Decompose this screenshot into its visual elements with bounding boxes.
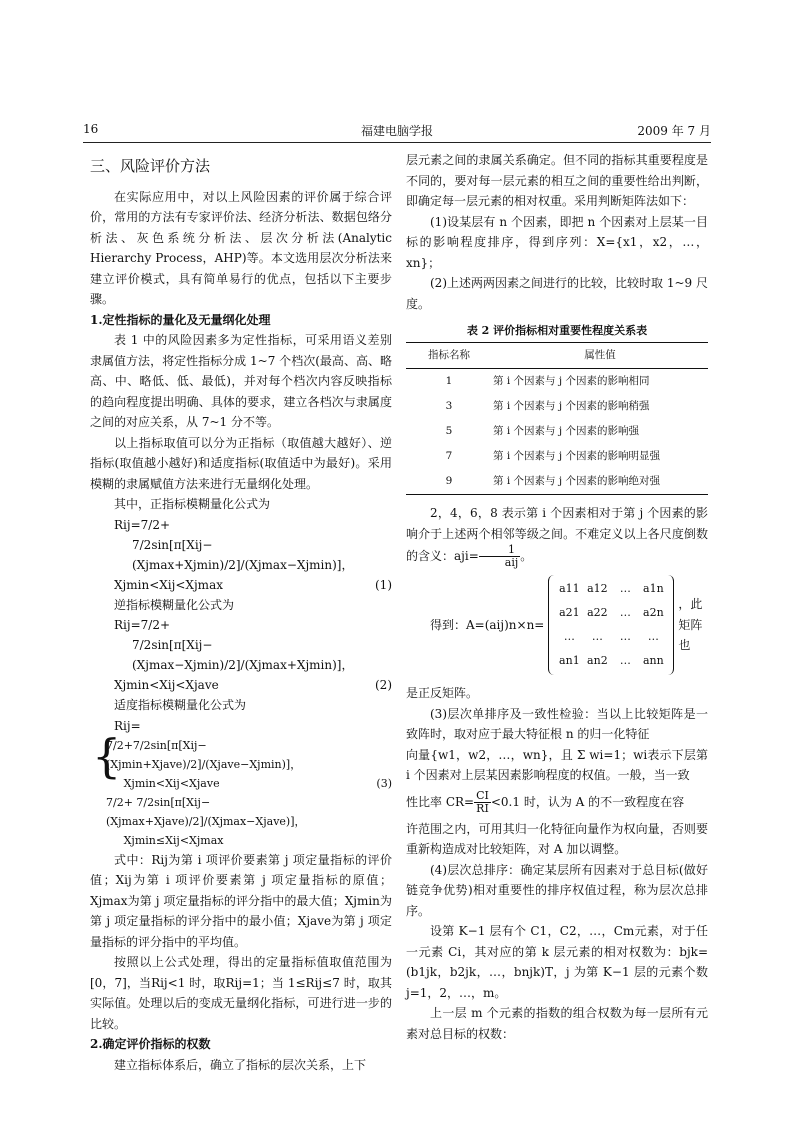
paragraph: 层元素之间的隶属关系确定。但不同的指标其重要程度是不同的，要对每一层元素的相互之间的重要性给出判断，即确定每一层元素的相对权重。采用判断矩阵法如下： [406, 153, 708, 208]
table-cell: 7 [445, 450, 453, 462]
formula-condition: Xjmin<Xij<Xjave [114, 678, 219, 692]
paragraph: 设第 K−1 层有个 C1，C2，…，Cm元素，对于任一元素 Ci，其对应的第 k 层元素的相对权数为：bjk=(b1jk，b2jk，…，bnjk)T，j 为第 K−1 层的元素个数 j=1，2，…，m。 [406, 924, 708, 1000]
matrix-cell: … [647, 630, 659, 643]
matrix-label: 得到：A=(aij)n×n= [430, 617, 545, 632]
paragraph: 是正反矩阵。 [406, 686, 479, 700]
formula-line: 7/2sin[π[Xij−(Xjmax+Xjmin)/2]/(Xjmax−Xjmin)]， [132, 537, 354, 572]
matrix-cell: … [619, 606, 631, 619]
table-cell: 5 [445, 425, 453, 437]
table-cell: 3 [445, 400, 453, 412]
paragraph: (4)层次总排序：确定某层所有因素对于总目标(做好链竞争优势)相对重要性的排序权值过程，称为层次总排序。 [406, 862, 708, 918]
paragraph: 表 1 中的风险因素多为定性指标，可采用语义差别隶属值方法，将定性指标分成 1~7 个档次(最高、高、略高、中、略低、低、最低)，并对每个档次内容反映指标的趋向程度提出明确、具体的要求，建立各档次与隶属度之间的对应关系，从 7~1 分不等。 [90, 333, 392, 429]
paragraph: (2)上述两两因素之间进行的比较，比较时取 1~9 尺度。 [406, 276, 708, 311]
paragraph: 按照以上公式处理，得出的定量指标值取值范围为[0，7]，当Rij<1 时，取Rij=1；当 1≤Rij≤7 时，取其实际值。处理以后的变成无量纲化指标，可进行进一步的比较。 [90, 955, 392, 1031]
fraction-denominator: RI [476, 801, 489, 815]
paragraph: 向量{w1，w2，…，wn}，且 Σ wi=1；wi表示下层第 i 个因素对上层某因素影响程度的权值。一般，当一致 [406, 747, 708, 782]
matrix-cell: a1n [643, 582, 664, 595]
paragraph: (3)层次单排序及一致性检验：当以上比较矩阵是一致阵时，取对应于最大特征根 n 的归一化特征 [406, 706, 708, 741]
formula-line: 7/2+7/2sin[π[Xij−(Xjmin+Xjave)/2]/(Xjave−Xjmin)]， [106, 738, 302, 771]
intro-paragraph: 在实际应用中，对以上风险因素的评价属于综合评价，常用的方法有专家评价法、经济分析法、数据包络分析法、灰色系统分析法、层次分析法(Analytic Hierarchy Process，AHP)等。本文选用层次分析法来建立评价模式，具有简单易行的优点，包括以下主要步骤。 [90, 189, 392, 306]
matrix-cell: a22 [587, 606, 608, 619]
section-title: 三、风险评价方法 [90, 157, 211, 175]
paragraph: 2，4，6，8 表示第 i 个因素相对于第 j 个因素的影响介于上述两个相邻等级之间。不难定义以上各尺度倒数的含义：aji= $\frac{1}{\text{aij}}$ 。 [406, 506, 708, 569]
right-column [406, 150, 708, 1044]
equation-number: (1) [375, 577, 392, 592]
matrix-cell: a21 [559, 606, 580, 619]
formula-3 [90, 716, 392, 850]
left-brace: { [92, 728, 122, 783]
matrix-cell: an1 [559, 654, 580, 667]
fraction-denominator: aij [504, 556, 519, 569]
formula-line: Rij= [114, 718, 141, 733]
equation-number: (3) [376, 776, 392, 790]
table-row [406, 369, 708, 395]
table-header: 属性值 [492, 343, 708, 369]
paragraph: 建立指标体系后，确立了指标的层次关系，上下 [114, 1057, 367, 1072]
judgment-matrix [406, 575, 708, 675]
formula-condition: Xjmin≤Xij<Xjmax [123, 833, 224, 847]
paragraph: 适度指标模糊量化公式为 [114, 698, 247, 712]
formula-line: Rij=7/2+ [114, 618, 171, 632]
paragraph: 其中，正指标模糊量化公式为 [114, 497, 271, 511]
subsection-title-2: 2.确定评价指标的权数 [90, 1037, 211, 1051]
issue-date: 2009 年 7 月 [637, 124, 711, 138]
table-cell: 第 i 个因素与 j 个因素的影响强 [493, 425, 639, 437]
matrix-cell: a2n [643, 606, 664, 619]
table-cell: 第 i 个因素与 j 个因素的影响相同 [493, 375, 650, 387]
paragraph-text: <0.1 时，认为 A 的不一致程度在容 [490, 794, 685, 809]
formula-line: Rij=7/2+ [114, 517, 171, 532]
matrix-tail-text: ，此矩阵也 [678, 597, 703, 653]
table-cell: 第 i 个因素与 j 个因素的影响明显强 [493, 450, 660, 462]
table-row [406, 419, 708, 444]
paragraph: 上一层 m 个元素的指数的组合权数为每一层所有元素对总目标的权数： [406, 1006, 708, 1041]
equation-number: (2) [375, 678, 392, 692]
paragraph-text: 性比率 CR= [406, 794, 475, 809]
matrix-cell: … [563, 630, 575, 643]
matrix-cell: … [619, 582, 631, 595]
matrix-cell: ann [643, 654, 664, 667]
matrix-cell: … [619, 630, 631, 643]
table-cell: 1 [445, 375, 453, 387]
paragraph: (1)设某层有 n 个因素，即把 n 个因素对上层某一目标的影响程度排序，得到序列：X={x1，x2，…，xn}； [406, 214, 708, 270]
fraction [479, 544, 521, 569]
matrix-cell: a12 [587, 582, 608, 595]
left-column [90, 150, 392, 1075]
paragraph: 逆指标模糊量化公式为 [114, 597, 235, 612]
paragraph: 式中：Rij为第 i 项评价要素第 j 项定量指标的评价值；Xij为第 i 项评价要素第 j 项定量指标的原值；Xjmax为第 j 项定量指标的评分指中的最大值；Xjmin为第 j 项定量指标的评分指中的最小值；Xjave为第 j 项定量指标的评分指中的平均值。 [90, 852, 392, 949]
reciprocal-formula: aji= [454, 549, 479, 563]
paragraph: 以上指标取值可以分为正指标（取值越大越好）、逆指标(取值越小越好)和适度指标(取值适中为最好)。采用模糊的隶属赋值方法来进行无量纲化处理。 [90, 435, 392, 491]
table-row [406, 394, 708, 419]
paragraph: 许范围之内，可用其归一化特征向量作为权向量，否则要重新构造成对比较矩阵，对 A 加以调整。 [406, 821, 708, 856]
paragraph-text: 2，4，6，8 表示第 i 个因素相对于第 j 个因素的影响介于上述两个相邻等级之间。不难定义以上各尺度倒数的含义： [406, 506, 708, 563]
table-header: 指标名称 [406, 343, 492, 369]
matrix-cell: a11 [559, 582, 580, 595]
matrix-body [548, 575, 674, 675]
formula-line: 7/2+ 7/2sin[π[Xij−(Xjmax+Xjave)/2]/(Xjmax−Xjave)]， [106, 795, 306, 828]
formula-condition: Xjmin<Xij<Xjave [123, 776, 220, 790]
paragraph [406, 790, 708, 815]
formula-1 [90, 515, 392, 595]
table-cell: 9 [406, 469, 492, 495]
running-header [83, 120, 711, 143]
table-caption: 表 2 评价指标相对重要性程度关系表 [466, 324, 648, 337]
formula-line: 7/2sin[π[Xij−(Xjmax−Xjmin)/2]/(Xjmax+Xjmin)]， [132, 638, 354, 672]
table-cell: 第 i 个因素与 j 个因素的影响稍强 [493, 400, 650, 412]
subsection-title-1: 1.定性指标的量化及无量纲化处理 [90, 312, 271, 327]
scale-table [406, 342, 708, 495]
page-number: 16 [83, 122, 99, 136]
matrix-cell: … [619, 654, 631, 667]
formula-2 [90, 615, 392, 695]
matrix-cell: … [591, 630, 603, 643]
fraction-numerator: CI [476, 788, 489, 802]
table-row [406, 469, 708, 495]
matrix-cell: an2 [587, 654, 608, 667]
formula-condition: Xjmin<Xij<Xjmax [114, 577, 223, 592]
fraction [474, 790, 491, 815]
table-row [406, 444, 708, 469]
fraction-numerator: 1 [479, 544, 521, 557]
table-cell: 第 i 个因素与 j 个因素的影响绝对强 [492, 469, 708, 495]
journal-title: 福建电脑学报 [360, 124, 433, 138]
